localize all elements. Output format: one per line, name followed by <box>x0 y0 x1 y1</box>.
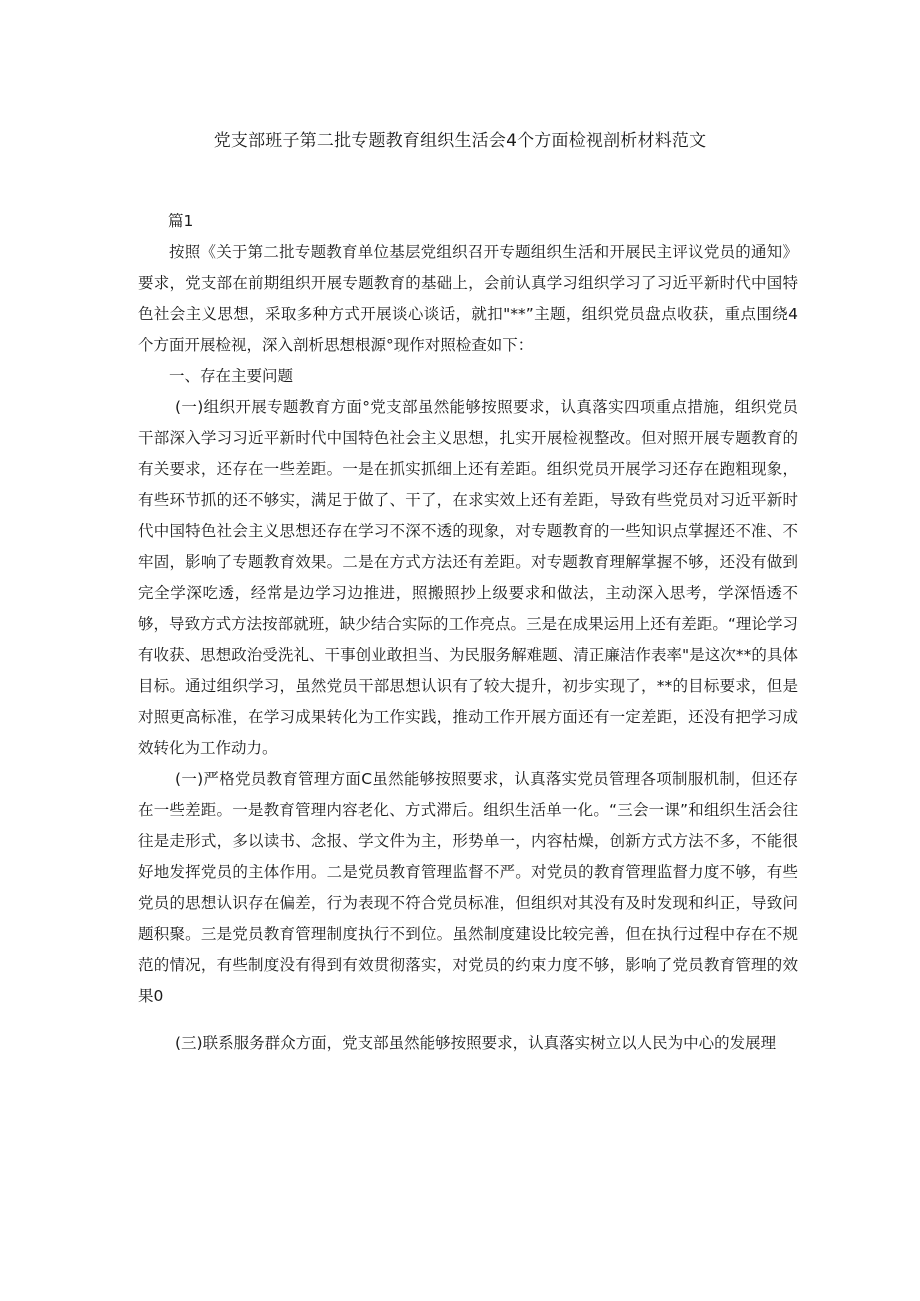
paragraph-party-management: (一)严格党员教育管理方面C虽然能够按照要求，认真落实党员管理各项制服机制，但还存在一些差距。一是教育管理内容老化、方式滞后。组织生活单一化。“三会一课”和组织生活会往往是走形式，多以读书、念报、学文件为主，形势单一，内容枯燥，创新方式方法不多，不能很好地发挥党员的主体作用。二是党员教育管理监督不严。对党员的教育管理监督力度不够，有些党员的思想认识存在偏差，行为表现不符合党员标准，但组织对其没有及时发现和纠正，导致问题积聚。三是党员教育管理制度执行不到位。虽然制度建设比较完善，但在执行过程中存在不规范的情况，有些制度没有得到有效贯彻落实，对党员的约束力度不够，影响了党员教育管理的效果0 <box>138 770 798 1005</box>
paragraph-serve-masses: (三)联系服务群众方面，党支部虽然能够按照要求，认真落实树立以人民为中心的发展理 <box>175 1034 777 1052</box>
paragraph-study-education: (一)组织开展专题教育方面°党支部虽然能够按照要求，认真落实四项重点措施，组织党员干部深入学习习近平新时代中国特色社会主义思想，扎实开展检视整改。但对照开展专题教育的有关要求，还存在一些差距。一是在抓实抓细上还有差距。组织党员开展学习还存在跑粗现象，有些环节抓的还不够实，满足于做了、干了，在求实效上还有差距，导致有些党员对习近平新时代中国特色社会主义思想还存在学习不深不透的现象，对专题教育的一些知识点掌握还不准、不牢固，影响了专题教育效果。二是在方式方法还有差距。对专题教育理解掌握不够，还没有做到完全学深吃透，经常是边学习边推进，照搬照抄上级要求和做法，主动深入思考，学深悟透不够，导致方式方法按部就班，缺少结合实际的工作亮点。三是在成果运用上还有差距。“理论学习有收获、思想政治受洗礼、干事创业敢担当、为民服务解难题、清正廉洁作表率"是这次**的具体目标。通过组织学习，虽然党员干部思想认识有了较大提升，初步实现了，**的目标要求，但是对照更高标准，在学习成果转化为工作实践，推动工作开展方面还有一定差距，还没有把学习成效转化为工作动力。 <box>138 398 798 757</box>
document-body <box>138 206 798 1059</box>
intro-paragraph: 按照《关于第二批专题教育单位基层党组织召开专题组织生活和开展民主评议党员的通知》要求，党支部在前期组织开展专题教育的基础上，会前认真学习组织学习了习近平新时代中国特色社会主义思想，采取多种方式开展谈心谈话，就扣"**”主题，组织党员盘点收获，重点围绕4个方面开展检视，深入剖析思想根源°现作对照检查如下： <box>138 243 798 354</box>
document-title: 党支部班子第二批专题教育组织生活会4个方面检视剖析材料范文 <box>213 131 707 151</box>
section-label: 篇1 <box>168 212 194 230</box>
section-heading: 一、存在主要问题 <box>169 367 294 385</box>
